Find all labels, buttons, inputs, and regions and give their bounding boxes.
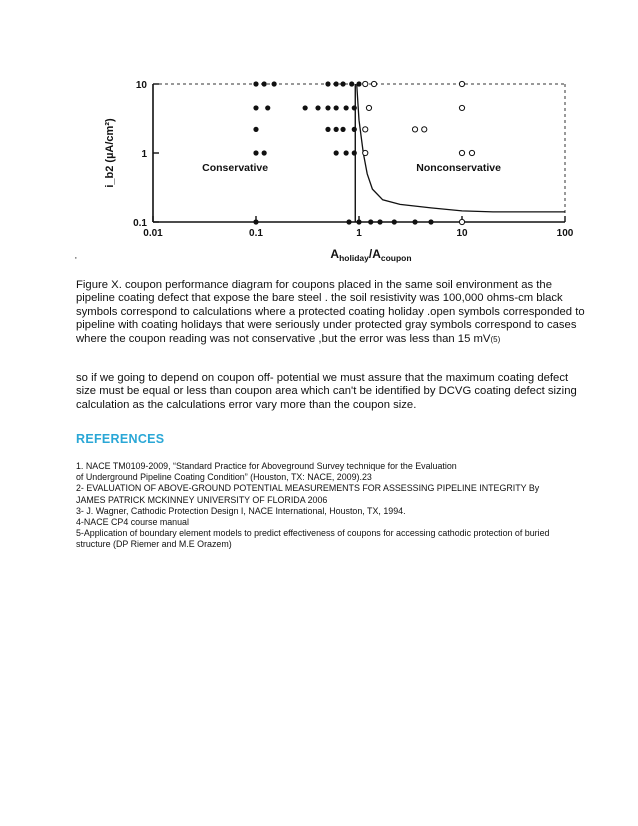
open-data-point	[459, 81, 464, 86]
filled-data-point	[356, 219, 361, 224]
reference-line: 1. NACE TM0109-2009, “Standard Practice for Aboveground Survey technique for the Evaluation	[76, 461, 457, 471]
x-tick-label: 1	[356, 228, 362, 239]
body-paragraph: so if we going to depend on coupon off- potential we must assure that the maximum coating defect size must be equal or less than coupon area which can't be identified by DCVG coating defect sizing calculation as the calculations error vary more than the coupon size.	[76, 372, 577, 411]
figure-axes	[153, 84, 565, 222]
open-data-point	[363, 127, 368, 132]
reference-line: 5-Application of boundary element models to predict effectiveness of coupons for accessing cathodic protection of buried	[76, 528, 550, 539]
filled-data-point	[253, 81, 258, 86]
x-label-main: /A	[368, 247, 381, 261]
x-label-subscript: holiday	[339, 253, 369, 263]
filled-data-point	[346, 219, 351, 224]
filled-data-point	[352, 150, 357, 155]
open-data-point	[422, 127, 427, 132]
filled-data-point	[349, 81, 354, 86]
open-data-point	[363, 81, 368, 86]
y-tick-label: 0.1	[133, 218, 147, 229]
coupon-performance-figure	[95, 70, 585, 266]
filled-data-point	[334, 150, 339, 155]
x-label-subscript: coupon	[380, 253, 412, 263]
filled-data-point	[412, 219, 417, 224]
region-label-nonconservative: Nonconservative	[416, 161, 501, 174]
reference-line: 2- EVALUATION OF ABOVE-GROUND POTENTIAL MEASUREMENTS FOR ASSESSING PIPELINE INTEGRITY By	[76, 483, 540, 494]
filled-data-point	[253, 105, 258, 110]
y-tick-label: 10	[135, 80, 147, 91]
open-data-point	[366, 105, 371, 110]
figure-labels	[104, 80, 574, 263]
filled-data-point	[368, 219, 373, 224]
filled-data-point	[340, 81, 345, 86]
x-tick-label: 100	[556, 228, 574, 239]
filled-data-point	[265, 105, 270, 110]
open-data-point	[371, 81, 376, 86]
figure-marks	[253, 81, 565, 224]
references-list	[76, 461, 591, 551]
x-tick-label: 0.1	[249, 228, 263, 239]
filled-data-point	[377, 219, 382, 224]
filled-data-point	[334, 127, 339, 132]
x-tick-label: 0.01	[143, 228, 163, 239]
filled-data-point	[356, 81, 361, 86]
filled-data-point	[272, 81, 277, 86]
open-data-point	[459, 150, 464, 155]
open-data-point	[363, 150, 368, 155]
x-axis-label	[330, 247, 411, 263]
x-tick-label: 10	[456, 228, 468, 239]
filled-data-point	[352, 105, 357, 110]
region-label-conservative: Conservative	[202, 161, 269, 174]
caption-ref: (5)	[490, 334, 501, 344]
caption-text: Figure X. coupon performance diagram for coupons placed in the same soil environment as the pipeline coating defect that expose the bare steel . the soil resistivity was 100,000 ohms-cm black symbols correspond to calculations where a protected coating holiday .open symbols corresponded to pipeline with coating holidays that were seriously under protected gray symbols correspond to cases where the coupon reading was not conservative ,but the error was less than 15 mV	[76, 279, 585, 345]
filled-data-point	[344, 105, 349, 110]
reference-line: 3- J. Wagner, Cathodic Protection Design I, NACE International, Houston, TX, 1994.	[76, 505, 406, 516]
filled-data-point	[325, 105, 330, 110]
filled-data-point	[334, 81, 339, 86]
filled-data-point	[253, 150, 258, 155]
filled-data-point	[253, 219, 258, 224]
filled-data-point	[334, 105, 339, 110]
filled-data-point	[303, 105, 308, 110]
references-heading: REFERENCES	[76, 432, 165, 446]
y-axis-label: i_b2 (µA/cm²)	[104, 118, 116, 188]
open-data-point	[469, 150, 474, 155]
reference-line: 4-NACE CP4 course manual	[76, 517, 189, 528]
filled-data-point	[325, 127, 330, 132]
y-tick-label: 1	[141, 149, 147, 160]
boundary-curve	[357, 84, 565, 212]
reference-line: of Underground Pipeline Coating Condition” (Houston, TX: NACE, 2009).23	[76, 472, 372, 483]
filled-data-point	[325, 81, 330, 86]
filled-data-point	[253, 127, 258, 132]
reference-line: structure (DP Riemer and M.E Orazem)	[76, 539, 232, 550]
filled-data-point	[392, 219, 397, 224]
open-data-point	[412, 127, 417, 132]
filled-data-point	[340, 127, 345, 132]
reference-line: JAMES PATRICK MCKINNEY UNIVERSITY OF FLORIDA 2006	[76, 494, 328, 505]
figure-svg	[95, 70, 585, 266]
filled-data-point	[315, 105, 320, 110]
open-data-point	[459, 105, 464, 110]
filled-data-point	[352, 127, 357, 132]
bullet-dot: ·	[74, 252, 78, 264]
filled-data-point	[262, 81, 267, 86]
filled-data-point	[344, 150, 349, 155]
filled-data-point	[262, 150, 267, 155]
filled-data-point	[428, 219, 433, 224]
figure-caption	[76, 279, 586, 346]
x-label-main: A	[330, 247, 340, 261]
open-data-point	[459, 219, 464, 224]
